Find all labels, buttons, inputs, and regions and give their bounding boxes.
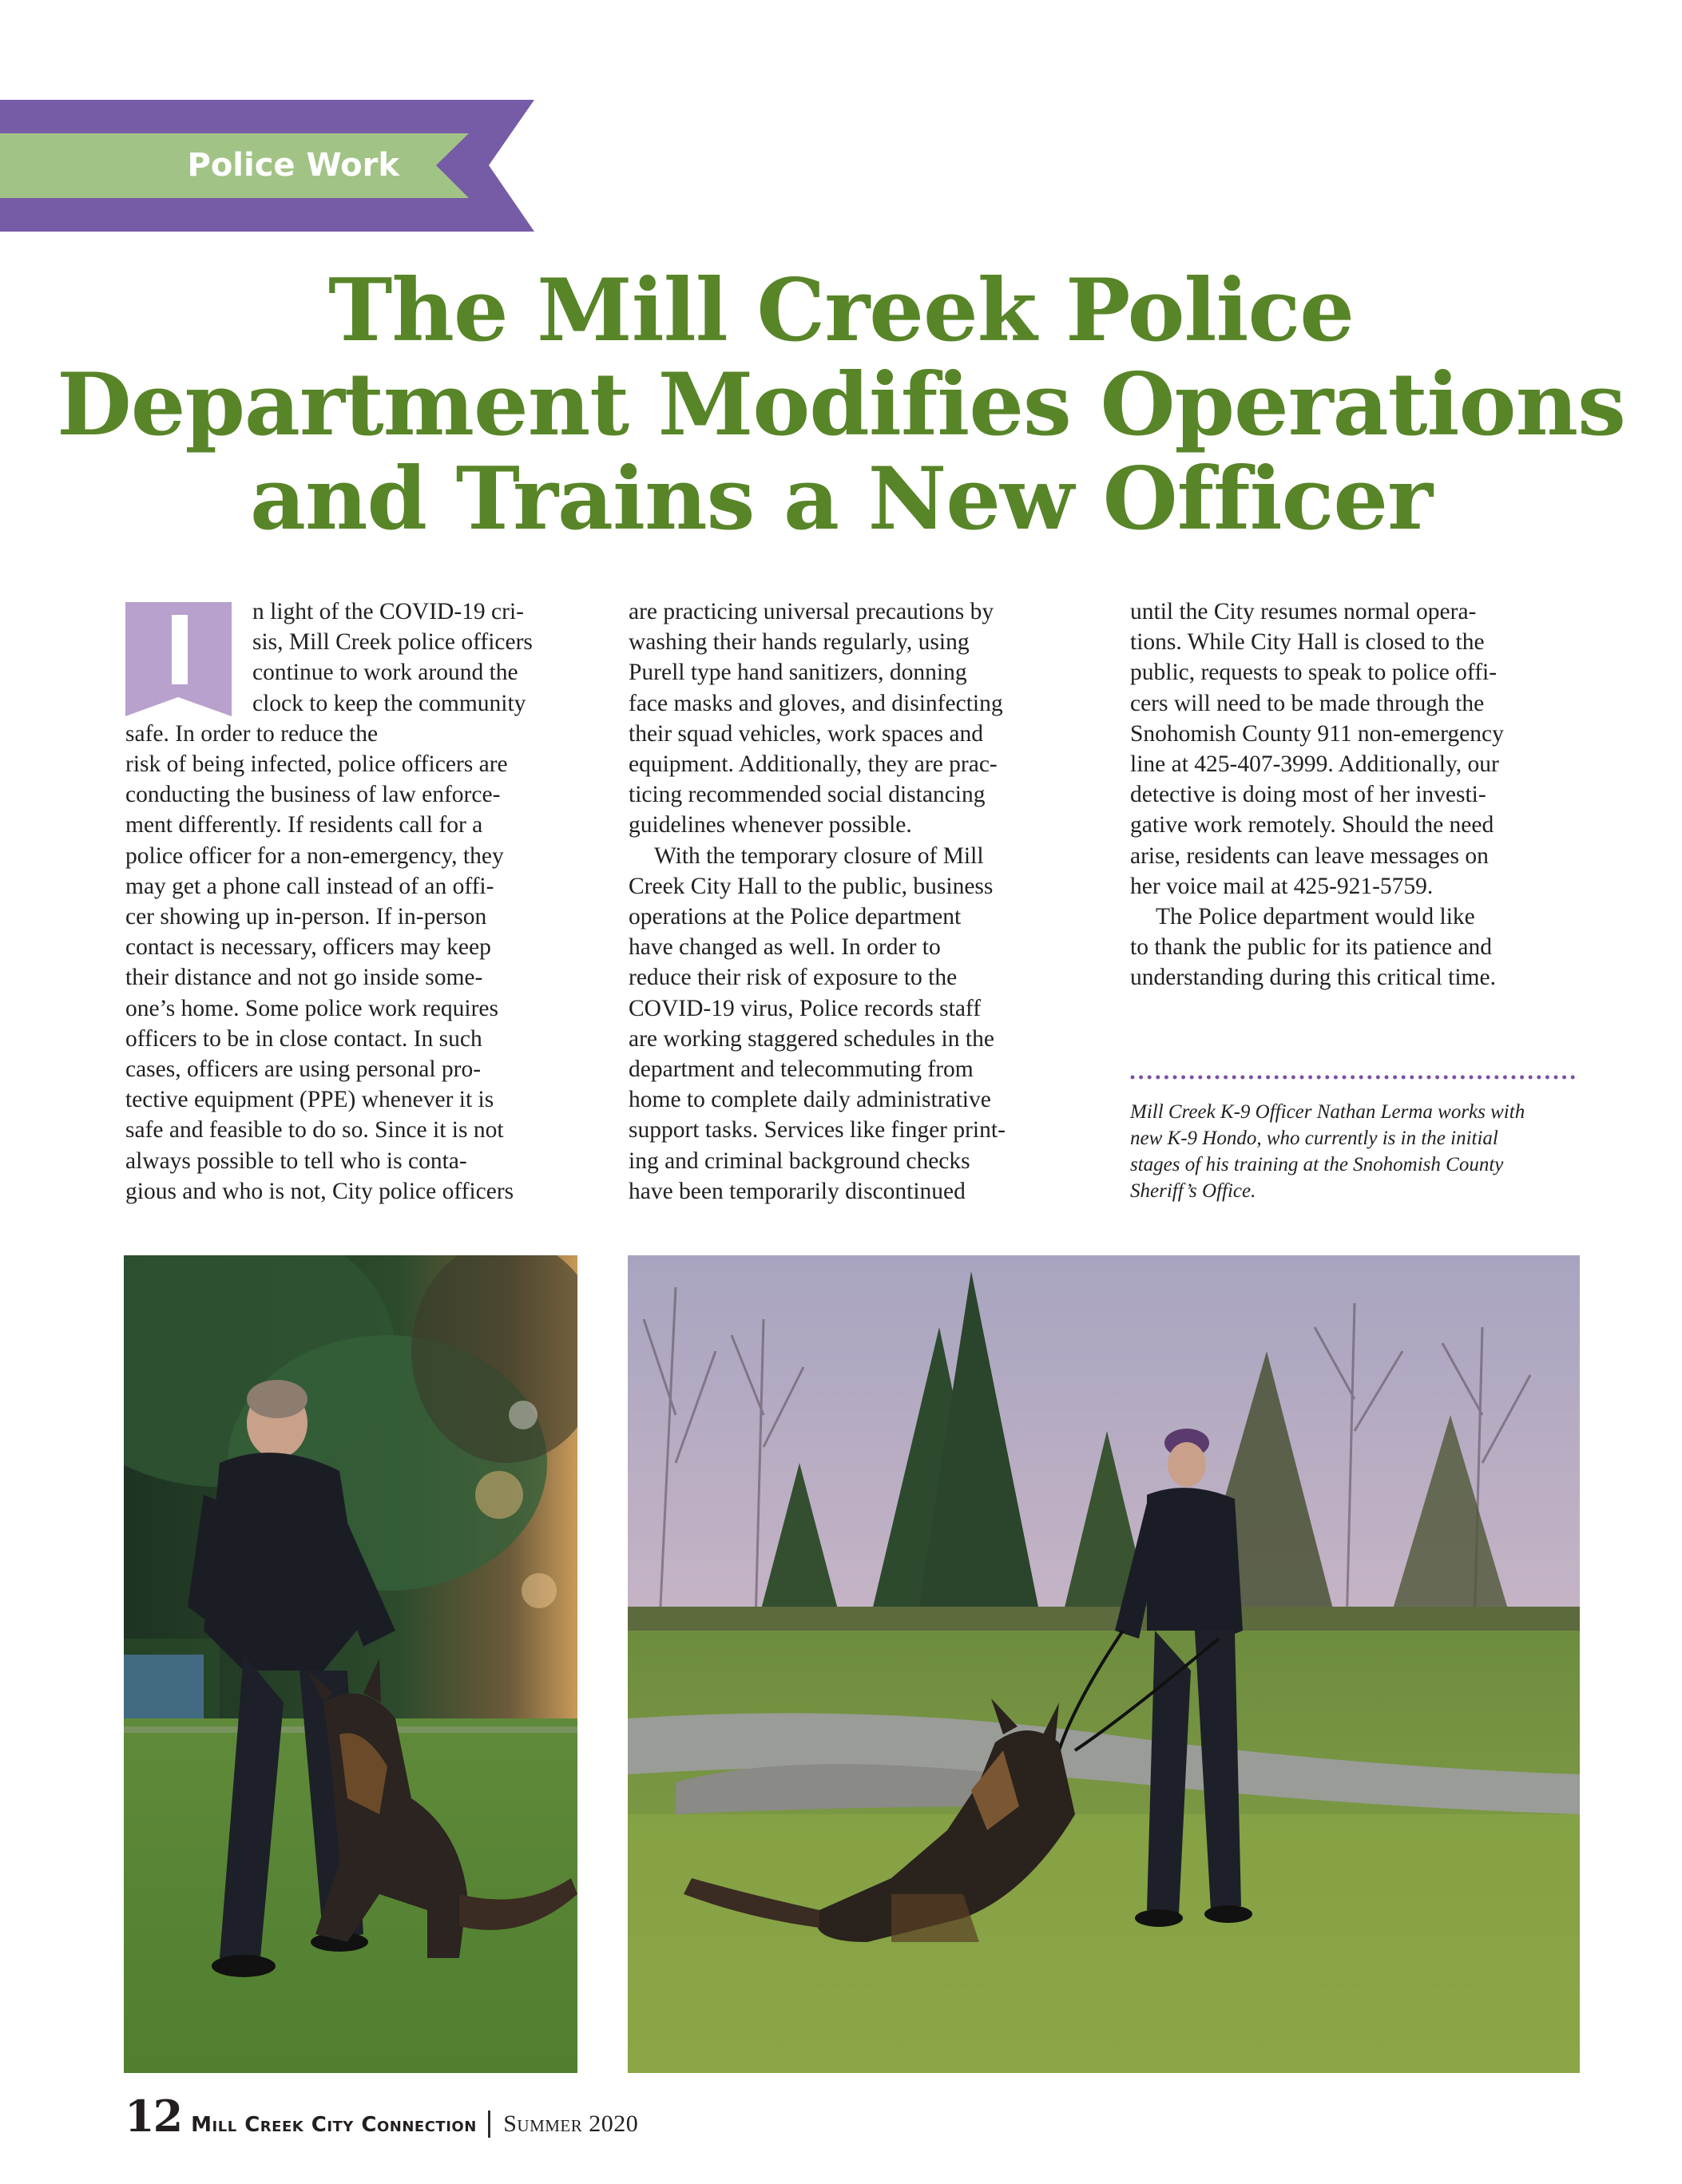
drop-cap	[125, 602, 232, 716]
text-line: contact is necessary, officers may keep	[125, 934, 491, 961]
paragraph	[629, 597, 1064, 841]
text-line: until the City resumes normal opera-	[1130, 599, 1477, 624]
footer-separator: |	[484, 2107, 494, 2138]
section-label: Police Work	[187, 147, 399, 184]
caption-line: new K-9 Hondo, who currently is in the initial	[1130, 1128, 1498, 1149]
text-line: equipment. Additionally, they are prac-	[629, 751, 998, 778]
text-line: ing and criminal background checks	[629, 1147, 970, 1174]
text-line: may get a phone call instead of an offi-	[125, 873, 494, 899]
title-line: and Trains a New Officer	[250, 449, 1432, 549]
text-line: Purell type hand sanitizers, donning	[629, 660, 967, 686]
photo-officer-with-k9-kneeling	[124, 1255, 577, 2073]
text-line: detective is doing most of her investi-	[1130, 782, 1486, 808]
text-line: n light of the COVID-19 cri-	[252, 599, 524, 624]
text-line: cer showing up in-person. If in-person	[125, 904, 487, 930]
photo-illustration	[628, 1255, 1580, 2073]
text-line: support tasks. Services like finger print-	[629, 1117, 1006, 1144]
text-line: arise, residents can leave messages on	[1130, 842, 1489, 869]
text-line: operations at the Police department	[629, 904, 962, 930]
text-line: one’s home. Some police work requires	[125, 995, 498, 1021]
photo-caption	[1130, 1099, 1581, 1204]
text-line: are working staggered schedules in the	[629, 1025, 994, 1052]
text-line: her voice mail at 425-921-5759.	[1130, 873, 1434, 899]
text-line: guidelines whenever possible.	[629, 812, 912, 838]
text-line: officers to be in close contact. In such	[125, 1025, 482, 1052]
paragraph	[1130, 902, 1581, 993]
text-line: The Police department would like	[1156, 904, 1475, 930]
dotted-divider	[1130, 1075, 1580, 1080]
text-line: line at 425-407-3999. Additionally, our	[1130, 751, 1499, 778]
article-title	[0, 260, 1682, 549]
text-line: have been temporarily discontinued	[629, 1178, 966, 1204]
text-line: safe. In order to reduce the	[125, 720, 379, 747]
caption-line: stages of his training at the Snohomish County	[1130, 1154, 1504, 1175]
text-line: Snohomish County 911 non-emergency	[1130, 720, 1504, 747]
caption-line: Sheriff’s Office.	[1130, 1180, 1256, 1202]
photo-officer-training-k9-park	[628, 1255, 1580, 2073]
text-line: safe and feasible to do so. Since it is not	[125, 1117, 504, 1144]
text-line: cases, officers are using personal pro-	[125, 1056, 482, 1083]
paragraph	[629, 841, 1064, 1207]
text-line: have changed as well. In order to	[629, 934, 941, 961]
text-line: conducting the business of law enforce-	[125, 782, 501, 808]
article-column-2	[629, 597, 1064, 1207]
text-line: face masks and gloves, and disinfecting	[629, 690, 1003, 716]
text-line: department and telecommuting from	[629, 1056, 974, 1083]
text-line: public, requests to speak to police offi-	[1130, 660, 1498, 686]
title-line: The Mill Creek Police	[327, 260, 1355, 361]
drop-cap-banner-shape	[125, 602, 232, 716]
text-line: are practicing universal precautions by	[629, 599, 994, 624]
text-line: tective equipment (PPE) whenever it is	[125, 1087, 494, 1113]
page-number: 12	[125, 2091, 182, 2142]
text-line: continue to work around the	[252, 660, 518, 686]
page-footer	[125, 2091, 639, 2142]
text-line: their squad vehicles, work spaces and	[629, 720, 983, 747]
text-line: home to complete daily administrative	[629, 1087, 991, 1113]
text-line: clock to keep the community	[252, 690, 526, 716]
text-line: COVID-19 virus, Police records staff	[629, 995, 982, 1021]
text-line: risk of being infected, police officers are	[125, 751, 508, 778]
paragraph	[1130, 597, 1581, 902]
text-line: police officer for a non-emergency, they	[125, 842, 504, 869]
text-line: tions. While City Hall is closed to the	[1130, 629, 1485, 656]
title-line: Department Modifies Operations	[57, 355, 1625, 455]
text-line: Creek City Hall to the public, business	[629, 873, 994, 899]
text-line: ticing recommended social distancing	[629, 782, 986, 808]
text-line: always possible to tell who is conta-	[125, 1147, 467, 1174]
text-line: gious and who is not, City police officers	[125, 1178, 514, 1204]
text-line: understanding during this critical time.	[1130, 965, 1496, 991]
text-line: With the temporary closure of Mill	[654, 842, 984, 869]
text-line: reduce their risk of exposure to the	[629, 965, 958, 991]
publication-name: Mill Creek City Connection	[191, 2113, 477, 2137]
text-line: washing their hands regularly, using	[629, 629, 970, 656]
issue-label: Summer 2020	[503, 2111, 639, 2137]
text-line: cers will need to be made through the	[1130, 690, 1485, 716]
text-line: their distance and not go inside some-	[125, 965, 483, 991]
text-line: sis, Mill Creek police officers	[252, 629, 533, 656]
photo-illustration	[124, 1255, 577, 2073]
text-line: to thank the public for its patience and	[1130, 934, 1493, 961]
article-column-1	[125, 597, 577, 1207]
text-line: ment differently. If residents call for a	[125, 812, 483, 838]
article-column-3	[1130, 597, 1581, 993]
caption-line: Mill Creek K-9 Officer Nathan Lerma works with	[1130, 1101, 1525, 1123]
text-line: gative work remotely. Should the need	[1130, 812, 1494, 838]
